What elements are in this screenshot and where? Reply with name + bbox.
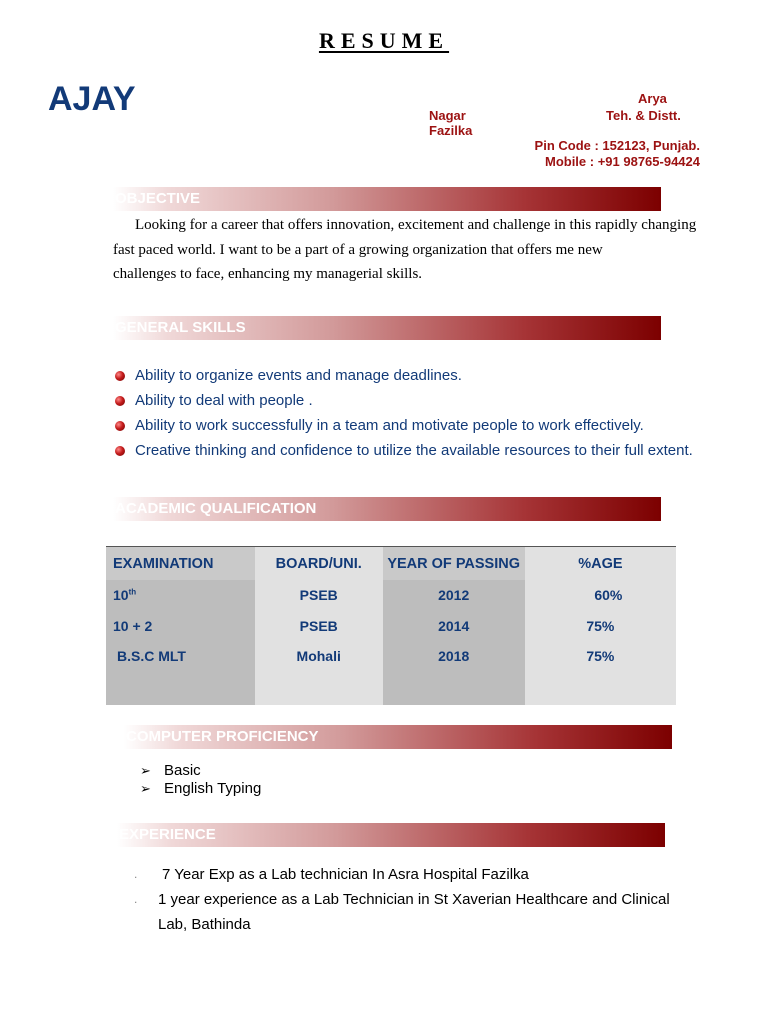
experience-header: [117, 823, 665, 847]
board-cell: Mohali: [255, 641, 383, 672]
exam-cell: 10 + 2: [106, 611, 255, 642]
percentage-cell: 75%: [525, 611, 676, 642]
list-item: Ability to organize events and manage deadlines.: [113, 363, 693, 388]
list-item: . 7 Year Exp as a Lab technician In Asra Hospital Fazilka: [134, 862, 694, 887]
list-item: Creative thinking and confidence to utilize the available resources to their full extent.: [113, 438, 693, 463]
address-pincode: Pin Code : 152123, Punjab.: [534, 138, 700, 153]
education-table: [106, 546, 676, 705]
board-cell: PSEB: [255, 580, 383, 611]
year-cell: 2014: [383, 611, 525, 642]
list-item: ➢ English Typing: [140, 780, 262, 797]
address-mobile: Mobile : +91 98765-94424: [544, 154, 700, 169]
objective-header: [113, 187, 661, 211]
address-line-tehsil: Teh. & Distt.: [606, 108, 681, 123]
address-line-fazilka: Fazilka: [429, 123, 473, 138]
objective-heading: OBJECTIVE: [115, 190, 201, 207]
header-examination: EXAMINATION: [106, 547, 255, 581]
year-cell: 2018: [383, 641, 525, 672]
address-line-arya: Arya: [638, 91, 667, 106]
year-cell: 2012: [383, 580, 525, 611]
header-board: BOARD/UNI.: [255, 547, 383, 581]
table-row: [106, 611, 676, 642]
objective-line-2: fast paced world. I want to be a part of a growing organization that offers me new: [113, 241, 603, 258]
academic-header: [113, 497, 661, 521]
table-filler-row: [106, 672, 676, 705]
list-item: Ability to work successfully in a team and motivate people to work effectively.: [113, 413, 693, 438]
table-row: [106, 641, 676, 672]
red-bullet-icon: [115, 396, 125, 406]
board-cell: PSEB: [255, 611, 383, 642]
academic-heading: ACADEMIC QUALIFICATION: [115, 500, 317, 517]
computer-list: [140, 762, 261, 798]
dot-bullet-icon: .: [134, 867, 138, 881]
red-bullet-icon: [115, 446, 125, 456]
computer-header: [124, 725, 672, 749]
computer-heading: COMPUTER PROFICIENCY: [126, 728, 319, 745]
exam-cell: 10th: [106, 580, 255, 611]
candidate-name: AJAY: [48, 80, 136, 118]
red-bullet-icon: [115, 421, 125, 431]
objective-line-3: challenges to face, enhancing my managerial skills.: [113, 266, 423, 282]
arrowhead-bullet-icon: ➢: [140, 781, 151, 796]
experience-list: [134, 862, 694, 937]
header-year: YEAR OF PASSING: [383, 547, 525, 581]
experience-heading: EXPERIENCE: [119, 826, 216, 843]
percentage-cell: 75%: [525, 641, 676, 672]
arrowhead-bullet-icon: ➢: [140, 763, 151, 778]
address-line-nagar: Nagar: [429, 108, 466, 123]
percentage-cell: 60%: [525, 580, 676, 611]
red-bullet-icon: [115, 371, 125, 381]
list-item: Ability to deal with people .: [113, 388, 693, 413]
header-percentage: %AGE: [525, 547, 676, 581]
table-row: [106, 580, 676, 611]
exam-cell: B.S.C MLT: [106, 641, 255, 672]
table-header-row: [106, 547, 676, 581]
document-title: RESUME: [318, 28, 450, 53]
list-item: . 1 year experience as a Lab Technician in St Xaverian Healthcare and Clinical Lab, Bathinda: [134, 887, 694, 937]
objective-line-1: Looking for a career that offers innovation, excitement and challenge in this rapidly changing: [135, 217, 697, 233]
objective-text: [113, 213, 703, 287]
list-item: ➢ Basic: [140, 762, 201, 779]
dot-bullet-icon: .: [134, 892, 138, 906]
skills-list: [113, 363, 693, 463]
skills-heading: GENERAL SKILLS: [115, 319, 246, 336]
skills-header: [113, 316, 661, 340]
